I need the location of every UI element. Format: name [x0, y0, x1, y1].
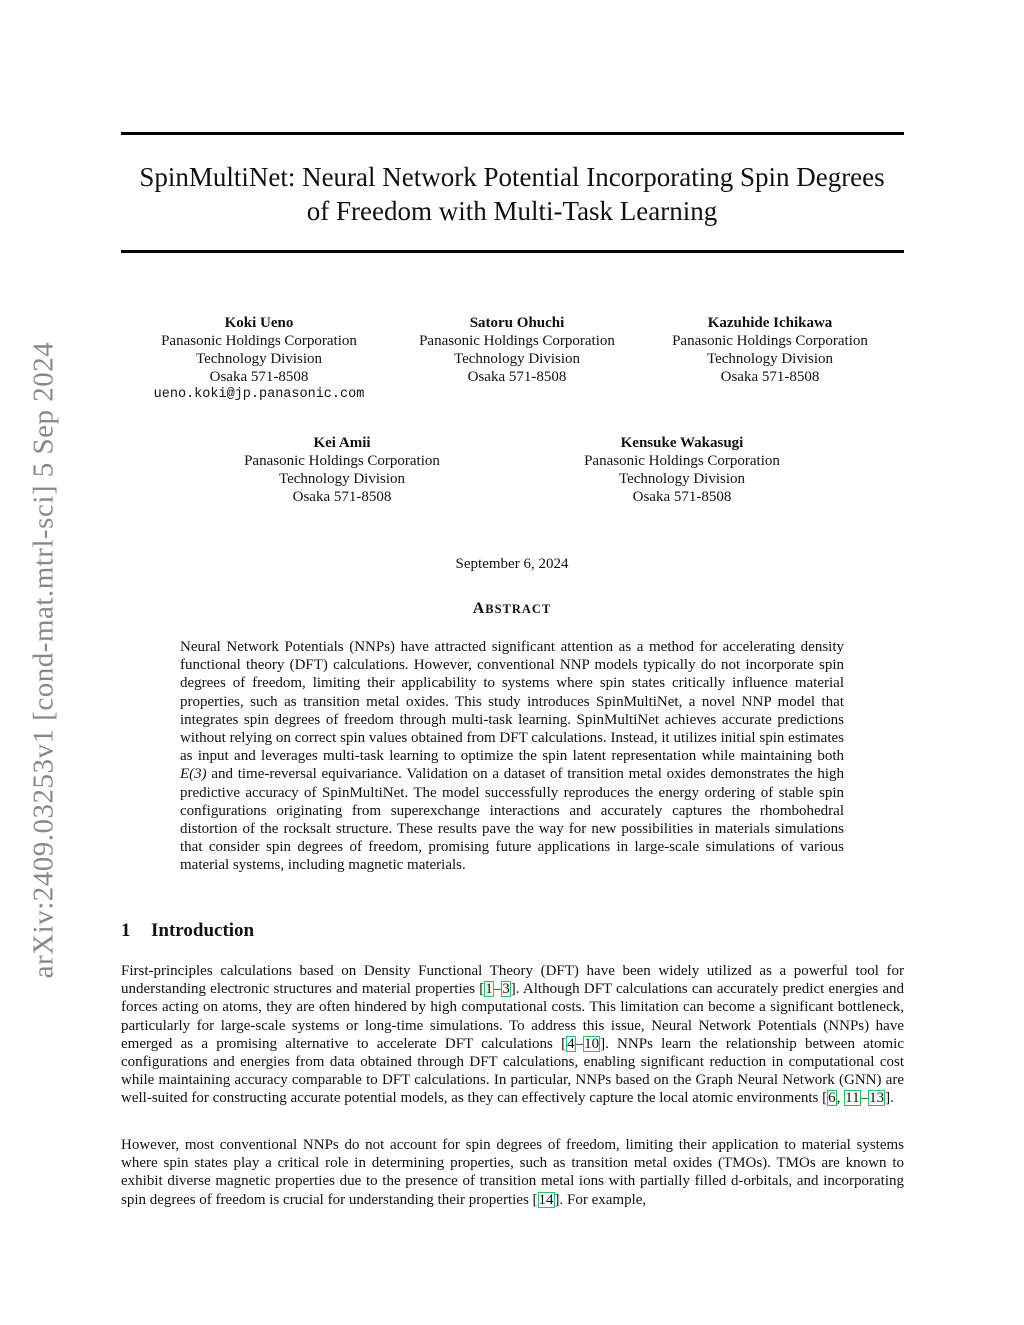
- author-affiliation: Panasonic Holdings Corporation: [672, 333, 868, 349]
- citation-link[interactable]: 11: [845, 1090, 860, 1107]
- author-affiliation: Panasonic Holdings Corporation: [419, 333, 615, 349]
- author-location: Osaka 571-8508: [209, 369, 309, 385]
- citation-link[interactable]: 6: [828, 1090, 836, 1107]
- citation-link[interactable]: 14: [538, 1191, 554, 1208]
- author-affiliation: Panasonic Holdings Corporation: [584, 453, 780, 469]
- section-number: 1: [121, 920, 131, 941]
- author-name: Kei Amii: [313, 435, 371, 451]
- citation-separator: –: [575, 1035, 584, 1052]
- citation-link[interactable]: 1: [485, 981, 493, 998]
- abstract-text-part-1: Neural Network Potentials (NNPs) have attracted significant attention as a method for accelerating density functional theory (DFT) calculations. However, conventional NNP models typically do not incorporate spin degrees of freedom, limiting their applicability to systems where spin states critically influence material properties, such as transition metal oxides. This study introduces SpinMultiNet, a novel NNP model that integrates spin degrees of freedom through multi-task learning. SpinMultiNet achieves accurate predictions without relying on correct spin values obtained from DFT calculations. Instead, it utilizes initial spin estimates as input and leverages multi-task learning to optimize the spin latent representation while maintaining both: [180, 639, 844, 765]
- abstract-paragraph: [180, 638, 844, 875]
- author-location: Osaka 571-8508: [632, 489, 732, 505]
- author-name: Koki Ueno: [224, 315, 294, 331]
- abstract-body: [180, 638, 844, 875]
- text-run: However, most conventional NNPs do not account for spin degrees of freedom, limiting their application to material systems where spin states play a critical role in determining properties, such as transition metal oxides (TMOs). TMOs are known to exhibit diverse magnetic properties due to the presence of transition metal ions with partially filled d-orbitals, and incorporating spin degrees of freedom is crucial for understanding their properties [: [121, 1137, 904, 1208]
- arxiv-identifier: arXiv:2409.03253v1 [cond-mat.mtrl-sci] 5 Sep 2024: [27, 341, 60, 979]
- title-line-2: of Freedom with Multi-Task Learning: [306, 196, 718, 226]
- text-run: ].: [885, 1090, 894, 1107]
- author-division: Technology Division: [706, 351, 834, 367]
- abstract-heading-initial: A: [472, 600, 486, 617]
- author-block: [222, 434, 462, 506]
- citation-separator: –: [493, 981, 502, 998]
- title-rule-top: [121, 132, 904, 135]
- citation-separator: ,: [836, 1090, 845, 1107]
- author-division: Technology Division: [618, 471, 746, 487]
- abstract-math-e3: E(3): [180, 766, 207, 783]
- abstract-heading: [0, 600, 1024, 618]
- paper-date: September 6, 2024: [455, 556, 569, 572]
- text-run: First-principles calculations based on Density Functional Theory (DFT) have been widely utilized as a powerful tool for understanding electronic structures and material properties [: [121, 963, 904, 998]
- author-name: Kensuke Wakasugi: [620, 435, 744, 451]
- intro-paragraph-1: [121, 962, 904, 1108]
- author-name: Satoru Ohuchi: [469, 315, 565, 331]
- title-line-1: SpinMultiNet: Neural Network Potential Incorporating Spin Degrees: [139, 162, 885, 192]
- section-heading-introduction: [121, 920, 254, 942]
- citation-link[interactable]: 13: [869, 1090, 885, 1107]
- author-email[interactable]: ueno.koki@jp.panasonic.com: [153, 387, 365, 402]
- author-location: Osaka 571-8508: [720, 369, 820, 385]
- citation-separator: –: [860, 1090, 869, 1107]
- author-location: Osaka 571-8508: [467, 369, 567, 385]
- title-rule-bottom: [121, 250, 904, 253]
- citation-link[interactable]: 10: [584, 1035, 600, 1052]
- author-block: [397, 314, 637, 386]
- author-affiliation: Panasonic Holdings Corporation: [161, 333, 357, 349]
- paper-title: [110, 160, 914, 228]
- citation-link[interactable]: 3: [502, 981, 510, 998]
- author-affiliation: Panasonic Holdings Corporation: [244, 453, 440, 469]
- author-block: [562, 434, 802, 506]
- author-division: Technology Division: [195, 351, 323, 367]
- author-location: Osaka 571-8508: [292, 489, 392, 505]
- intro-paragraph-2: [121, 1136, 904, 1209]
- section-title: Introduction: [151, 920, 255, 941]
- text-run: ]. NNPs learn the relationship between atomic configurations and energies from data obtained through DFT calculations, enabling significant reduction in computational cost while maintaining accuracy comparable to DFT calculations. In particular, NNPs based on the Graph Neural Network (GNN) are well-suited for constructing accurate potential models, as they can effectively capture the local atomic environments [: [121, 1035, 904, 1107]
- author-block: [139, 314, 379, 404]
- author-division: Technology Division: [278, 471, 406, 487]
- author-division: Technology Division: [453, 351, 581, 367]
- text-run: ]. For example,: [554, 1191, 647, 1208]
- text-run: ]. Although DFT calculations can accurately predict energies and forces acting on atoms, they are often hindered by high computational costs. This limitation can become a significant bottleneck, particularly for large-scale systems or long-time simulations. To address this issue, Neural Network Potentials (NNPs) have emerged as a promising alternative to accelerate DFT calculations [: [121, 981, 904, 1052]
- abstract-heading-rest: BSTRACT: [485, 602, 552, 616]
- abstract-text-part-2: and time-reversal equivariance. Validation on a dataset of transition metal oxides demonstrates the high predictive accuracy of SpinMultiNet. The model successfully reproduces the energy ordering of stable spin configurations originating from superexchange interactions and accurately captures the rhombohedral distortion of the rocksalt structure. These results pave the way for new possibilities in materials simulations that consider spin degrees of freedom, promising future applications in large-scale simulations of various material systems, including magnetic materials.: [180, 766, 844, 874]
- author-block: [650, 314, 890, 386]
- citation-link[interactable]: 4: [567, 1035, 575, 1052]
- author-name: Kazuhide Ichikawa: [707, 315, 833, 331]
